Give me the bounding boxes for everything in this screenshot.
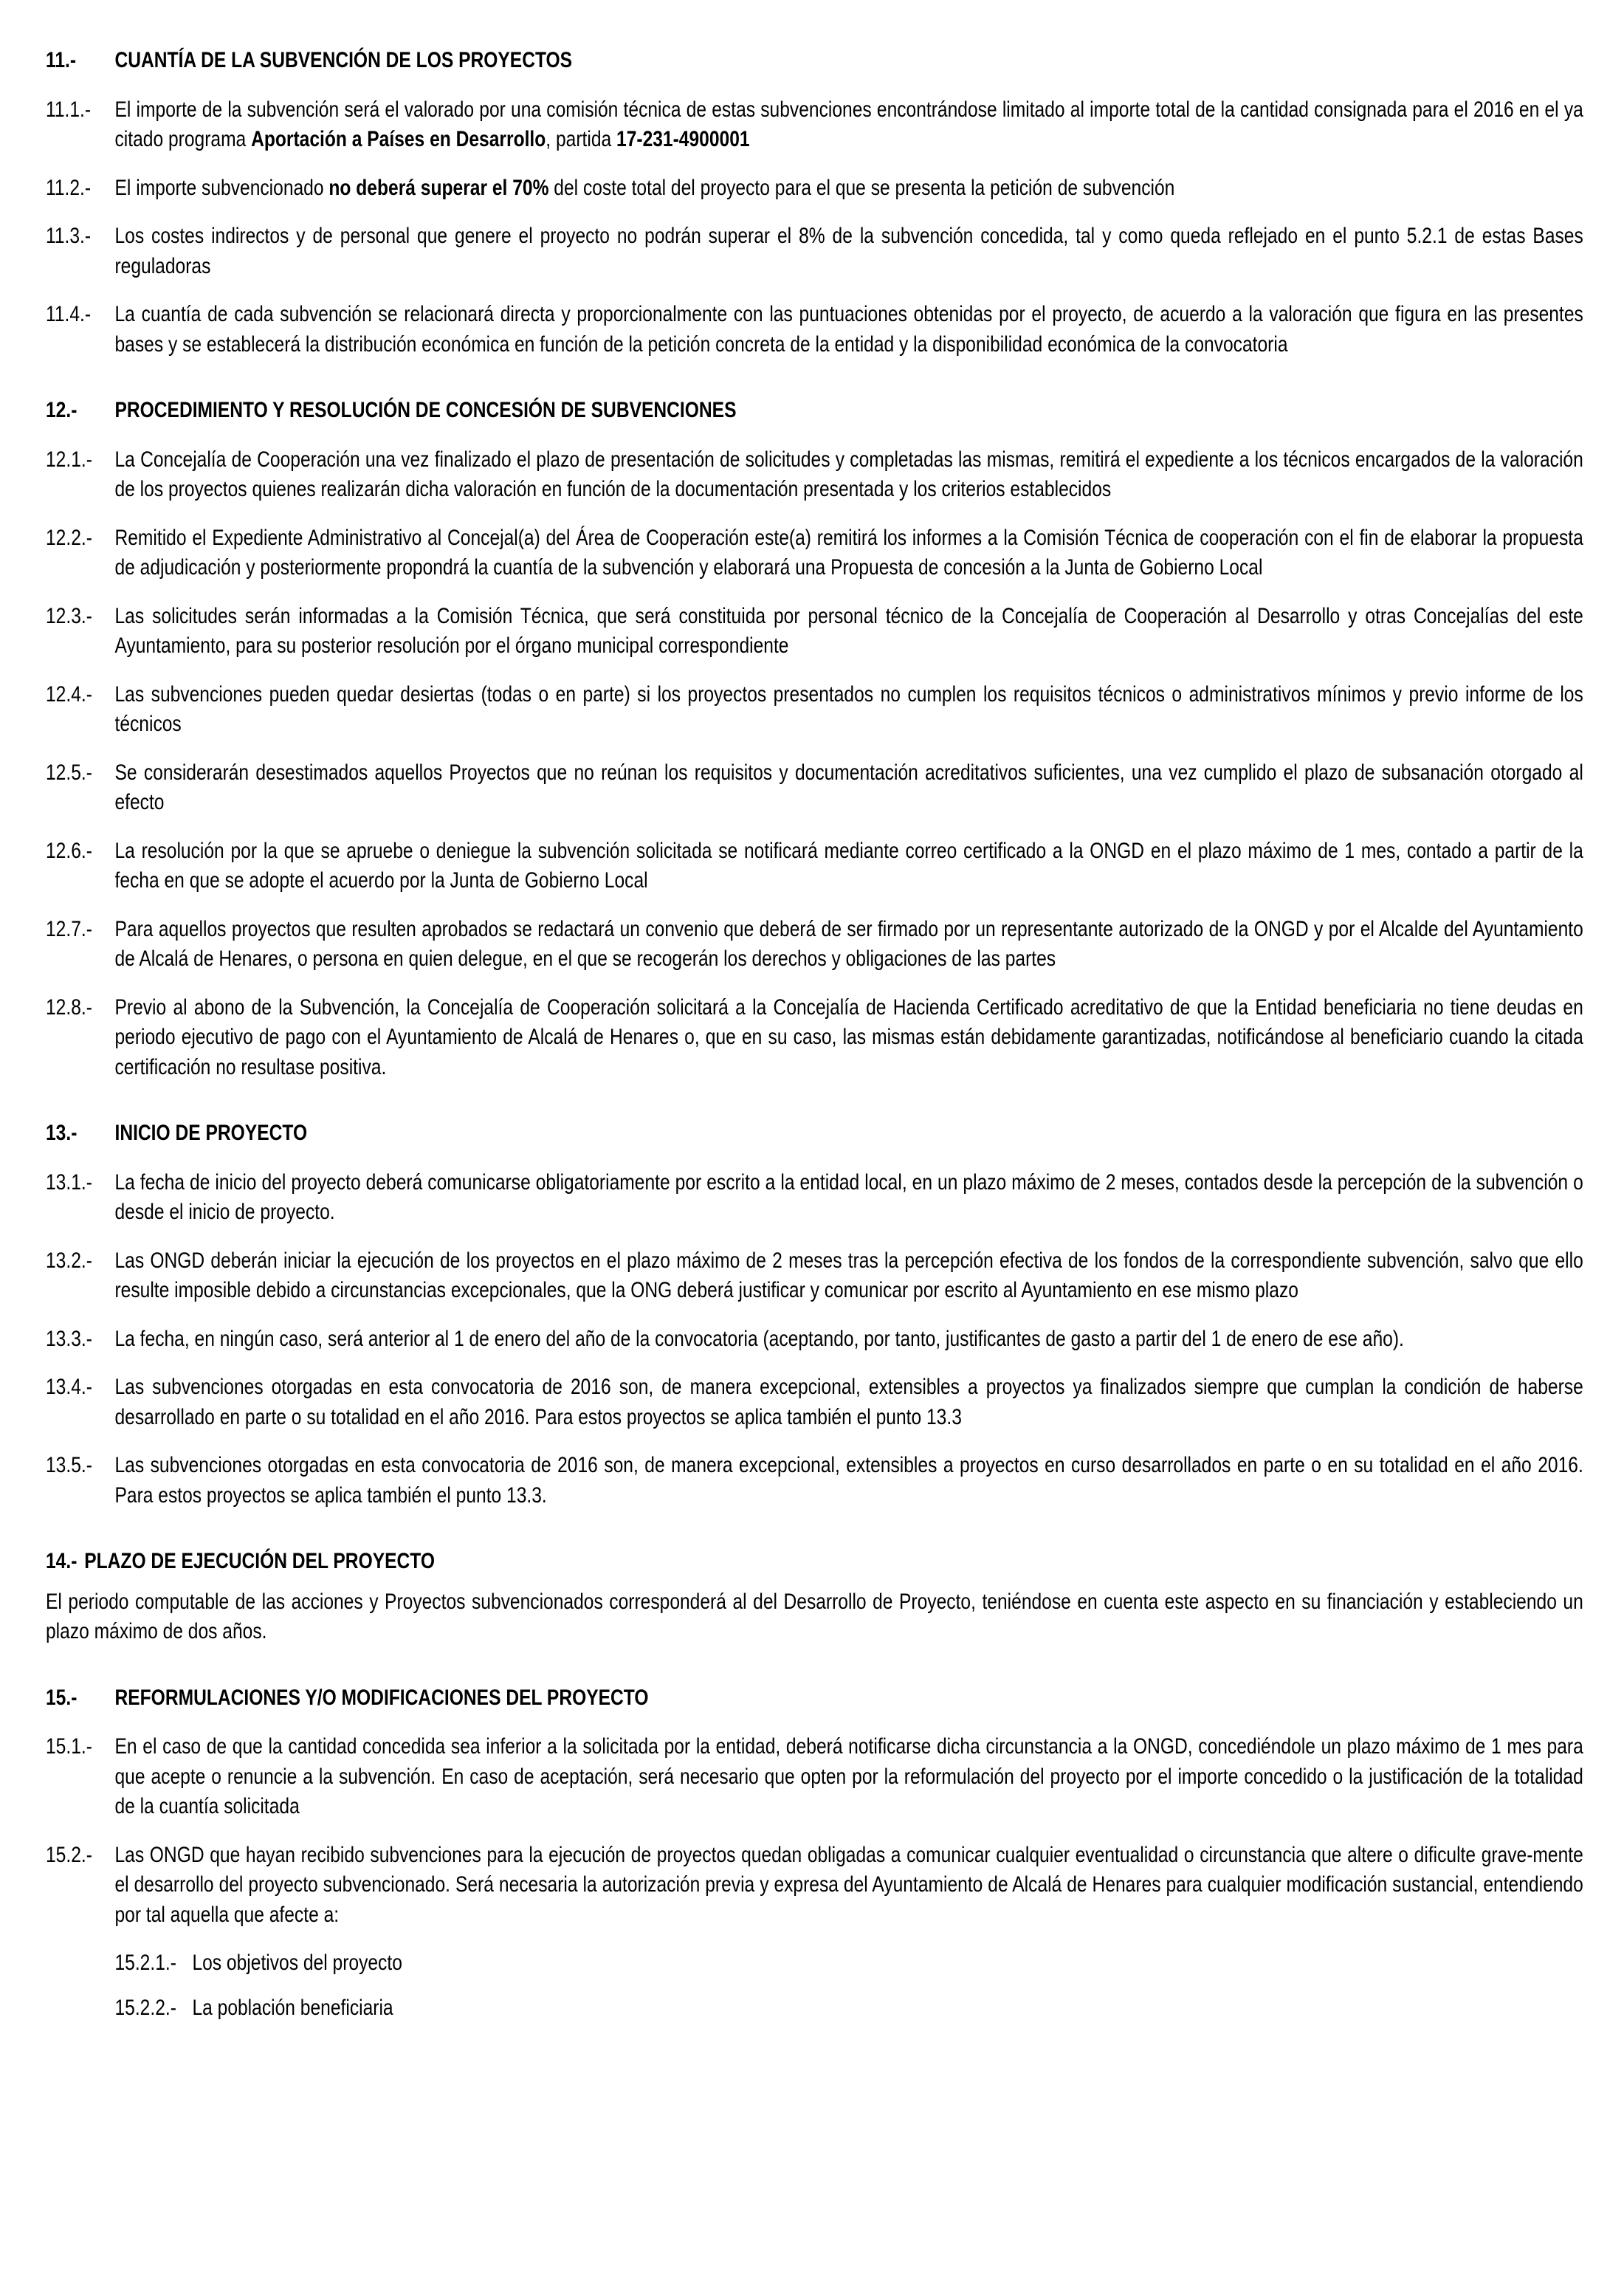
clause-number: 11.3.- xyxy=(46,224,92,248)
clause-number: 12.8.- xyxy=(46,994,92,1020)
clause-text xyxy=(114,1325,1583,1355)
text-run: Remitido el Expediente Administrativo al Concejal(a) del Área de Cooperación este(a) remitirá los informes a la Comisión Técnica de cooperación con el fin de elaborar la propuesta de adjudicación y posteriormente propondrá la cuantía de la subvención y elaborará una Propuesta de concesión a la Junta de Gobierno Local xyxy=(114,525,1583,580)
section-title: CUANTÍA DE LA SUBVENCIÓN DE LOS PROYECTOS xyxy=(114,48,573,72)
clause-item xyxy=(46,1168,1583,1228)
text-run: Las solicitudes serán informadas a la Comisión Técnica, que será constituida por personal técnico de la Concejalía de Cooperación al Desarrollo y otras Concejalías del este Ayuntamiento, para su posterior resolución por el órgano municipal correspondiente xyxy=(114,603,1583,658)
clause-text xyxy=(114,758,1583,818)
subclause-number: 15.2.1.- xyxy=(114,1951,176,1975)
clause-text xyxy=(114,523,1583,583)
clause-item xyxy=(46,915,1583,975)
clause-text xyxy=(114,221,1583,281)
section-heading xyxy=(46,1547,1583,1577)
clause-item xyxy=(46,523,1583,583)
text-run: Las ONGD deberán iniciar la ejecución de los proyectos en el plazo máximo de 2 meses tras la percepción efectiva de los fondos de la correspondiente subvención, salvo que ello resulte imposible debido a circunstancias excepcionales, que la ONG deberá justificar y comunicar por escrito al Ayuntamiento en ese mismo plazo xyxy=(114,1248,1583,1302)
clause-number: 12.3.- xyxy=(46,603,92,628)
clause-item xyxy=(46,1246,1583,1306)
section-title: PLAZO DE EJECUCIÓN DEL PROYECTO xyxy=(84,1549,436,1573)
subclause-item xyxy=(114,1993,1583,2024)
clause-text xyxy=(114,95,1583,155)
section-number: 13.- xyxy=(46,1121,78,1145)
section-15 xyxy=(46,1666,1583,2024)
section-number: 12.- xyxy=(46,398,78,422)
clause-item xyxy=(46,758,1583,818)
section-number: 11.- xyxy=(46,48,77,72)
clause-number: 11.2.- xyxy=(46,175,92,200)
clause-text xyxy=(114,602,1583,662)
clause-number: 12.5.- xyxy=(46,760,92,785)
clause-number: 12.2.- xyxy=(46,525,92,550)
subclause-text: La población beneficiaria xyxy=(192,1995,393,2020)
clause-text xyxy=(114,1372,1583,1432)
clause-number: 11.4.- xyxy=(46,302,92,326)
clause-number: 13.5.- xyxy=(46,1453,92,1477)
document-page xyxy=(46,46,1583,2038)
subclause-text: Los objetivos del proyecto xyxy=(192,1951,402,1975)
text-run: La fecha de inicio del proyecto deberá comunicarse obligatoriamente por escrito a la entidad local, en un plazo máximo de 2 meses, contados desde la percepción de la subvención o desde el inicio de proyecto. xyxy=(114,1169,1583,1224)
text-run: El importe de la subvención será el valorado por una comisión técnica de estas subvenciones encontrándose limitado al importe total de la cantidad consignada para el 2016 en el ya citado programa xyxy=(114,97,1583,151)
subclause-item xyxy=(114,1948,1583,1979)
text-run: La resolución por la que se apruebe o deniegue la subvención solicitada se notificará mediante correo certificado a la ONGD en el plazo máximo de 1 mes, contado a partir de la fecha en que se adopte el acuerdo por la Junta de Gobierno Local xyxy=(114,838,1583,893)
text-run: La Concejalía de Cooperación una vez finalizado el plazo de presentación de solicitudes y completadas las mismas, remitirá el expediente a los técnicos encargados de la valoración de los proyectos quienes realizarán dicha valoración en función de la documentación presentada y los criterios establecidos xyxy=(114,447,1583,501)
bold-text: 17-231-4900001 xyxy=(616,127,750,151)
text-run: Las subvenciones otorgadas en esta convocatoria de 2016 son, de manera excepcional, extensibles a proyectos ya finalizados siempre que cumplan la condición de haberse desarrollado en parte o su totalidad en el año 2016. Para estos proyectos se aplica también el punto 13.3 xyxy=(114,1375,1583,1429)
text-run: Las ONGD que hayan recibido subvenciones para la ejecución de proyectos quedan obligadas a comunicar cualquier eventualidad o circunstancia que altere o dificulte grave-mente el desarrollo del proyecto subvencionado. Será necesaria la autorización previa y expresa del Ayuntamiento de Alcalá de Henares para cualquier modificación sustancial, entendiendo por tal aquella que afecte a: xyxy=(114,1842,1583,1927)
clause-item xyxy=(46,1841,1583,1931)
clause-item xyxy=(46,445,1583,505)
section-14 xyxy=(46,1529,1583,1647)
clause-text xyxy=(114,1732,1583,1822)
clause-number: 11.1.- xyxy=(46,97,92,122)
text-run: del coste total del proyecto para el que se presenta la petición de subvención xyxy=(548,175,1175,200)
section-spacer xyxy=(46,1101,1583,1119)
clause-item xyxy=(46,1451,1583,1511)
section-heading xyxy=(46,396,1583,426)
bold-text: Aportación a Países en Desarrollo xyxy=(251,127,546,151)
clause-text xyxy=(114,445,1583,505)
text-run: Las subvenciones otorgadas en esta convocatoria de 2016 son, de manera excepcional, extensibles a proyectos en curso desarrollados en parte o en su totalidad en el año 2016. Para estos proyectos se aplica también el punto 13.3. xyxy=(114,1453,1583,1508)
clause-number: 15.2.- xyxy=(46,1842,92,1867)
section-title: REFORMULACIONES Y/O MODIFICACIONES DEL PROYECTO xyxy=(114,1685,649,1710)
section-number: 15.- xyxy=(46,1685,78,1710)
section-spacer xyxy=(46,1529,1583,1547)
clause-item xyxy=(46,1325,1583,1355)
clause-number: 13.2.- xyxy=(46,1248,92,1273)
clause-text xyxy=(114,173,1583,204)
text-run: La fecha, en ningún caso, será anterior al 1 de enero del año de la convocatoria (aceptando, por tanto, justificantes de gasto a partir del 1 de enero de ese año). xyxy=(114,1326,1404,1351)
text-run: Se considerarán desestimados aquellos Proyectos que no reúnan los requisitos y documentación acreditativos suficientes, una vez cumplido el plazo de subsanación otorgado al efecto xyxy=(114,760,1583,814)
clause-number: 13.1.- xyxy=(46,1169,92,1195)
clause-item xyxy=(46,993,1583,1083)
text-run: Para aquellos proyectos que resulten aprobados se redactará un convenio que deberá de ser firmado por un representante autorizado de la ONGD y por el Alcalde del Ayuntamiento de Alcalá de Henares, o persona en quien delegue, en el que se recogerán los derechos y obligaciones de las partes xyxy=(114,916,1583,971)
clause-number: 12.6.- xyxy=(46,838,92,863)
section-spacer xyxy=(46,1666,1583,1683)
clause-item xyxy=(46,95,1583,155)
section-13 xyxy=(46,1101,1583,1511)
clause-item xyxy=(46,602,1583,662)
clause-item xyxy=(46,221,1583,281)
clause-number: 15.1.- xyxy=(46,1734,92,1759)
clause-number: 12.1.- xyxy=(46,447,92,472)
clause-item xyxy=(46,1372,1583,1432)
clause-number: 12.7.- xyxy=(46,916,92,941)
text-run: En el caso de que la cantidad concedida sea inferior a la solicitada por la entidad, deberá notificarse dicha circunstancia a la ONGD, concediéndole un plazo máximo de 1 mes para que acepte o renuncie a la subvención. En caso de aceptación, será necesario que opten por la reformulación del proyecto por el importe concedido o la justificación de la totalidad de la cuantía solicitada xyxy=(114,1734,1583,1818)
clause-item xyxy=(46,836,1583,896)
text-run: Las subvenciones pueden quedar desiertas (todas o en parte) si los proyectos presentados no cumplen los requisitos técnicos o administrativos mínimos y previo informe de los técnicos xyxy=(114,681,1583,736)
clause-text xyxy=(114,1841,1583,1931)
section-heading xyxy=(46,46,1583,76)
clause-text xyxy=(114,993,1583,1083)
clause-text xyxy=(114,300,1583,360)
clause-text xyxy=(114,836,1583,896)
text-run: La cuantía de cada subvención se relacionará directa y proporcionalmente con las puntuaciones obtenidas por el proyecto, de acuerdo a la valoración que figura en las presentes bases y se establecerá la distribución económica en función de la petición concreta de la entidad y la disponibilidad económica de la convocatoria xyxy=(114,302,1583,357)
clause-text xyxy=(114,1168,1583,1228)
section-11 xyxy=(46,46,1583,360)
clause-item xyxy=(46,173,1583,204)
section-paragraph: El periodo computable de las acciones y Proyectos subvencionados corresponderá al del Desarrollo de Proyecto, teniéndose en cuenta este aspecto en su financiación y estableciendo un plazo máximo de dos años. xyxy=(46,1589,1583,1643)
section-heading xyxy=(46,1683,1583,1714)
clause-item xyxy=(46,1732,1583,1822)
subclause-number: 15.2.2.- xyxy=(114,1995,176,2020)
clause-number: 13.3.- xyxy=(46,1326,92,1351)
clause-text xyxy=(114,915,1583,975)
section-spacer xyxy=(46,378,1583,396)
section-number: 14.- xyxy=(46,1549,78,1573)
text-run: , partida xyxy=(546,127,617,151)
clause-text xyxy=(114,680,1583,740)
text-run: Los costes indirectos y de personal que genere el proyecto no podrán superar el 8% de la subvención concedida, tal y como queda reflejado en el punto 5.2.1 de estas Bases reguladoras xyxy=(114,224,1583,278)
clause-number: 13.4.- xyxy=(46,1375,92,1399)
section-12 xyxy=(46,378,1583,1082)
clause-text xyxy=(114,1451,1583,1511)
clause-number: 12.4.- xyxy=(46,681,92,707)
clause-text xyxy=(114,1246,1583,1306)
section-title: PROCEDIMIENTO Y RESOLUCIÓN DE CONCESIÓN DE SUBVENCIONES xyxy=(114,398,737,422)
text-run: Previo al abono de la Subvención, la Concejalía de Cooperación solicitará a la Concejalía de Hacienda Certificado acreditativo de que la Entidad beneficiaria no tiene deudas en periodo ejecutivo de pago con el Ayuntamiento de Alcalá de Henares o, que en su caso, las mismas están debidamente garantizadas, notificándose al beneficiario cuando la citada certificación no resultase positiva. xyxy=(114,994,1583,1079)
bold-text: no deberá superar el 70% xyxy=(328,175,549,200)
clause-item xyxy=(46,300,1583,360)
clause-item xyxy=(46,680,1583,740)
section-title: INICIO DE PROYECTO xyxy=(114,1121,308,1145)
text-run: El importe subvencionado xyxy=(114,175,329,200)
section-heading xyxy=(46,1119,1583,1149)
